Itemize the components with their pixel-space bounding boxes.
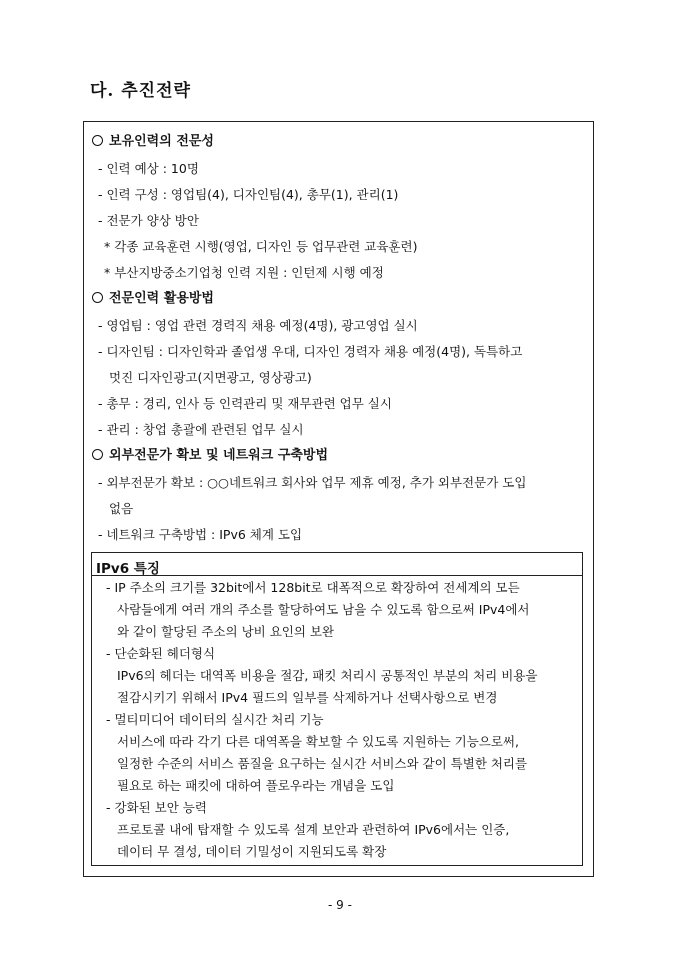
circle-bullet-icon [92, 135, 103, 146]
list-item: * 각종 교육훈련 시행(영업, 디자인 등 업무관련 교육훈련) [104, 239, 418, 254]
circle-bullet-icon [92, 292, 103, 303]
ipv6-box-title: IPv6 특징 [96, 561, 160, 577]
heading-retained-staff: 보유인력의 전문성 [92, 134, 214, 150]
list-item: - 전문가 양상 방안 [98, 213, 199, 228]
title-divider [92, 575, 582, 576]
circle-bullet-icon [92, 449, 103, 460]
list-item: * 부산지방중소기업청 인력 지원 : 인턴제 시행 예정 [104, 265, 384, 280]
heading-staff-utilization: 전문인력 활용방법 [92, 291, 214, 307]
list-item: - 단순화된 헤더형식 [106, 646, 216, 661]
list-item: 프로토콜 내에 탑재할 수 있도록 설계 보안과 관련하여 IPv6에서는 인증, [117, 822, 510, 837]
list-item: - 총무 : 경리, 인사 등 인력관리 및 재무관련 업무 실시 [98, 396, 392, 411]
list-item: - IP 주소의 크기를 32bit에서 128bit로 대폭적으로 확장하여 전세계의 모든 [106, 580, 520, 595]
list-item: 없음 [109, 501, 134, 516]
list-item: - 네트워크 구축방법 : IPv6 체계 도입 [98, 527, 303, 542]
list-item: - 강화된 보안 능력 [106, 800, 207, 815]
list-item: - 멀티미디어 데이터의 실시간 처리 기능 [106, 712, 324, 727]
ipv6-features-box [91, 552, 583, 866]
list-item: 와 같이 할당된 주소의 낭비 요인의 보완 [117, 624, 335, 639]
list-item: - 관리 : 창업 총괄에 관련된 업무 실시 [98, 422, 304, 437]
list-item: - 인력 예상 : 10명 [98, 161, 199, 176]
list-item: 일정한 수준의 서비스 품질을 요구하는 실시간 서비스와 같이 특별한 처리를 [117, 756, 528, 771]
section-title: 다. 추진전략 [90, 81, 191, 101]
list-item: - 영업팀 : 영업 관련 경력직 채용 예정(4명), 광고영업 실시 [98, 318, 418, 333]
list-item: - 인력 구성 : 영업팀(4), 디자인팀(4), 총무(1), 관리(1) [98, 187, 399, 202]
list-item: 사람들에게 여러 개의 주소를 할당하여도 남을 수 있도록 함으로써 IPv4에서 [117, 602, 530, 617]
list-item: IPv6의 헤더는 대역폭 비용을 절감, 패킷 처리시 공통적인 부분의 처리 비용을 [117, 668, 538, 683]
list-item: 절감시키기 위해서 IPv4 필드의 일부를 삭제하거나 선택사항으로 변경 [117, 690, 498, 705]
strategy-box [83, 121, 594, 877]
list-item: - 디자인팀 : 디자인학과 졸업생 우대, 디자인 경력자 채용 예정(4명), 독특하고 [98, 344, 523, 359]
heading-external-experts: 외부전문가 확보 및 네트워크 구축방법 [92, 448, 328, 464]
list-item: 서비스에 따라 각기 다른 대역폭을 확보할 수 있도록 지원하는 기능으로써, [117, 734, 519, 749]
page-number: - 9 - [328, 898, 352, 912]
list-item: - 외부전문가 확보 : ○○네트워크 회사와 업무 제휴 예정, 추가 외부전문가 도입 [98, 475, 527, 490]
list-item: 멋진 디자인광고(지면광고, 영상광고) [109, 370, 312, 385]
list-item: 데이터 무 결성, 데이터 기밀성이 지원되도록 확장 [117, 844, 387, 859]
list-item: 필요로 하는 패킷에 대하여 플로우라는 개념을 도입 [117, 778, 395, 793]
